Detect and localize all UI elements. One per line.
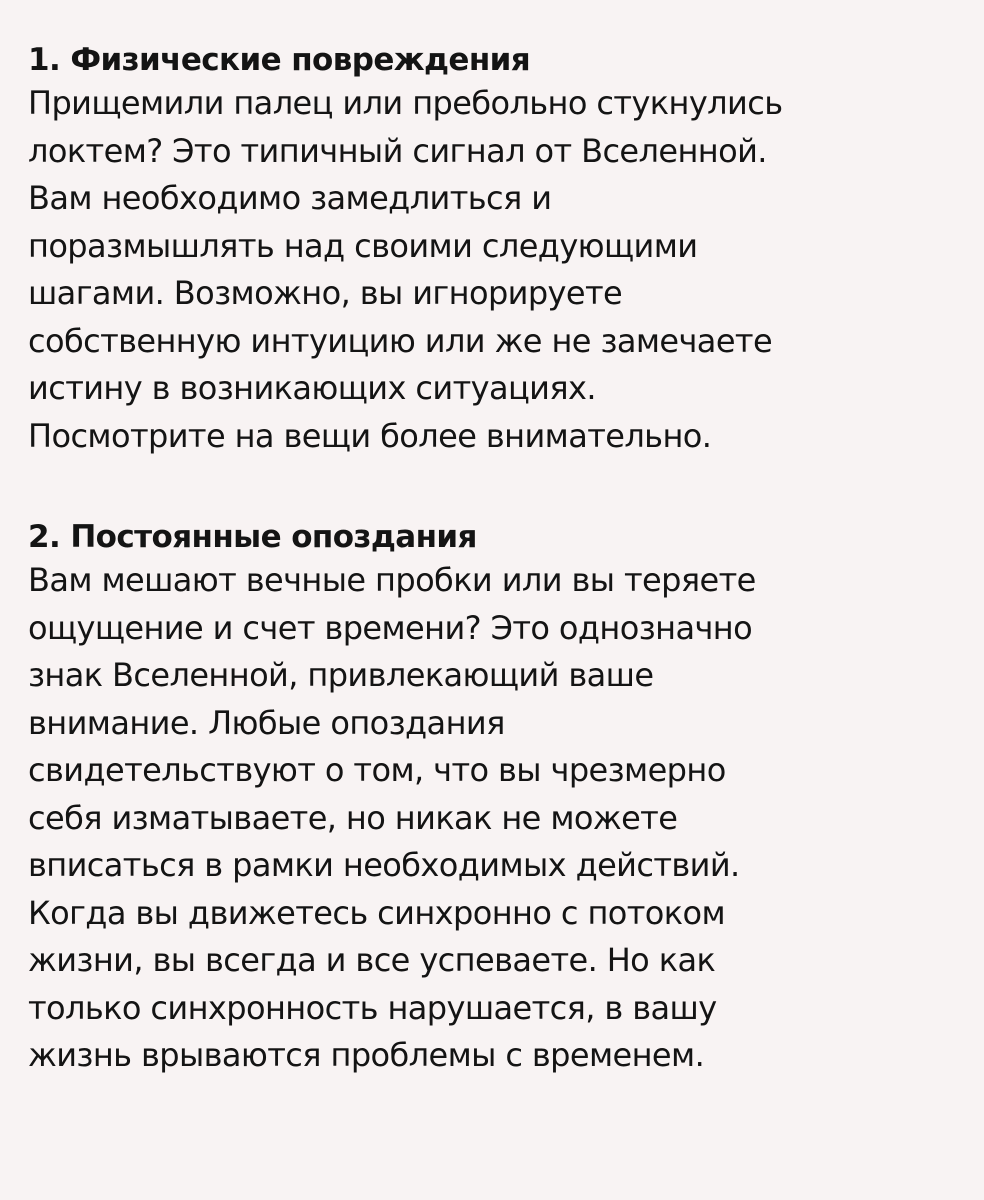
text-line: Когда вы движетесь синхронно с потоком bbox=[28, 893, 726, 932]
text-line: внимание. Любые опоздания bbox=[28, 703, 505, 742]
text-line: знак Вселенной, привлекающий ваше bbox=[28, 656, 654, 694]
section-heading: 1. Физические повреждения bbox=[28, 42, 531, 78]
text-line: вписаться в рамки необходимых действий. bbox=[28, 846, 740, 884]
section-constant-lateness bbox=[28, 517, 968, 1080]
text-line: только синхронность нарушается, в вашу bbox=[28, 988, 717, 1027]
text-line: Вам мешают вечные пробки или вы теряете bbox=[28, 561, 756, 599]
section-heading: 2. Постоянные опоздания bbox=[28, 519, 477, 555]
text-line: себя изматываете, но никак не можете bbox=[28, 798, 678, 837]
text-line: локтем? Это типичный сигнал от Вселенной. bbox=[28, 131, 767, 170]
text-line: шагами. Возможно, вы игнорируете bbox=[28, 274, 623, 312]
article bbox=[28, 40, 968, 1080]
text-line: собственную интуицию или же не замечаете bbox=[28, 321, 773, 360]
section-body bbox=[28, 80, 968, 460]
text-line: Посмотрите на вещи более внимательно. bbox=[28, 416, 712, 455]
text-line: свидетельствуют о том, что вы чрезмерно bbox=[28, 751, 726, 789]
text-line: жизнь врываются проблемы с временем. bbox=[28, 1036, 705, 1074]
section-physical-injuries bbox=[28, 40, 968, 460]
text-line: жизни, вы всегда и все успеваете. Но как bbox=[28, 941, 716, 979]
text-line: поразмышлять над своими следующими bbox=[28, 226, 698, 265]
text-line: Вам необходимо замедлиться и bbox=[28, 179, 552, 217]
text-line: истину в возникающих ситуациях. bbox=[28, 369, 596, 407]
text-line: ощущение и счет времени? Это однозначно bbox=[28, 608, 753, 647]
section-body bbox=[28, 557, 968, 1080]
text-line: Прищемили палец или пребольно стукнулись bbox=[28, 84, 783, 122]
